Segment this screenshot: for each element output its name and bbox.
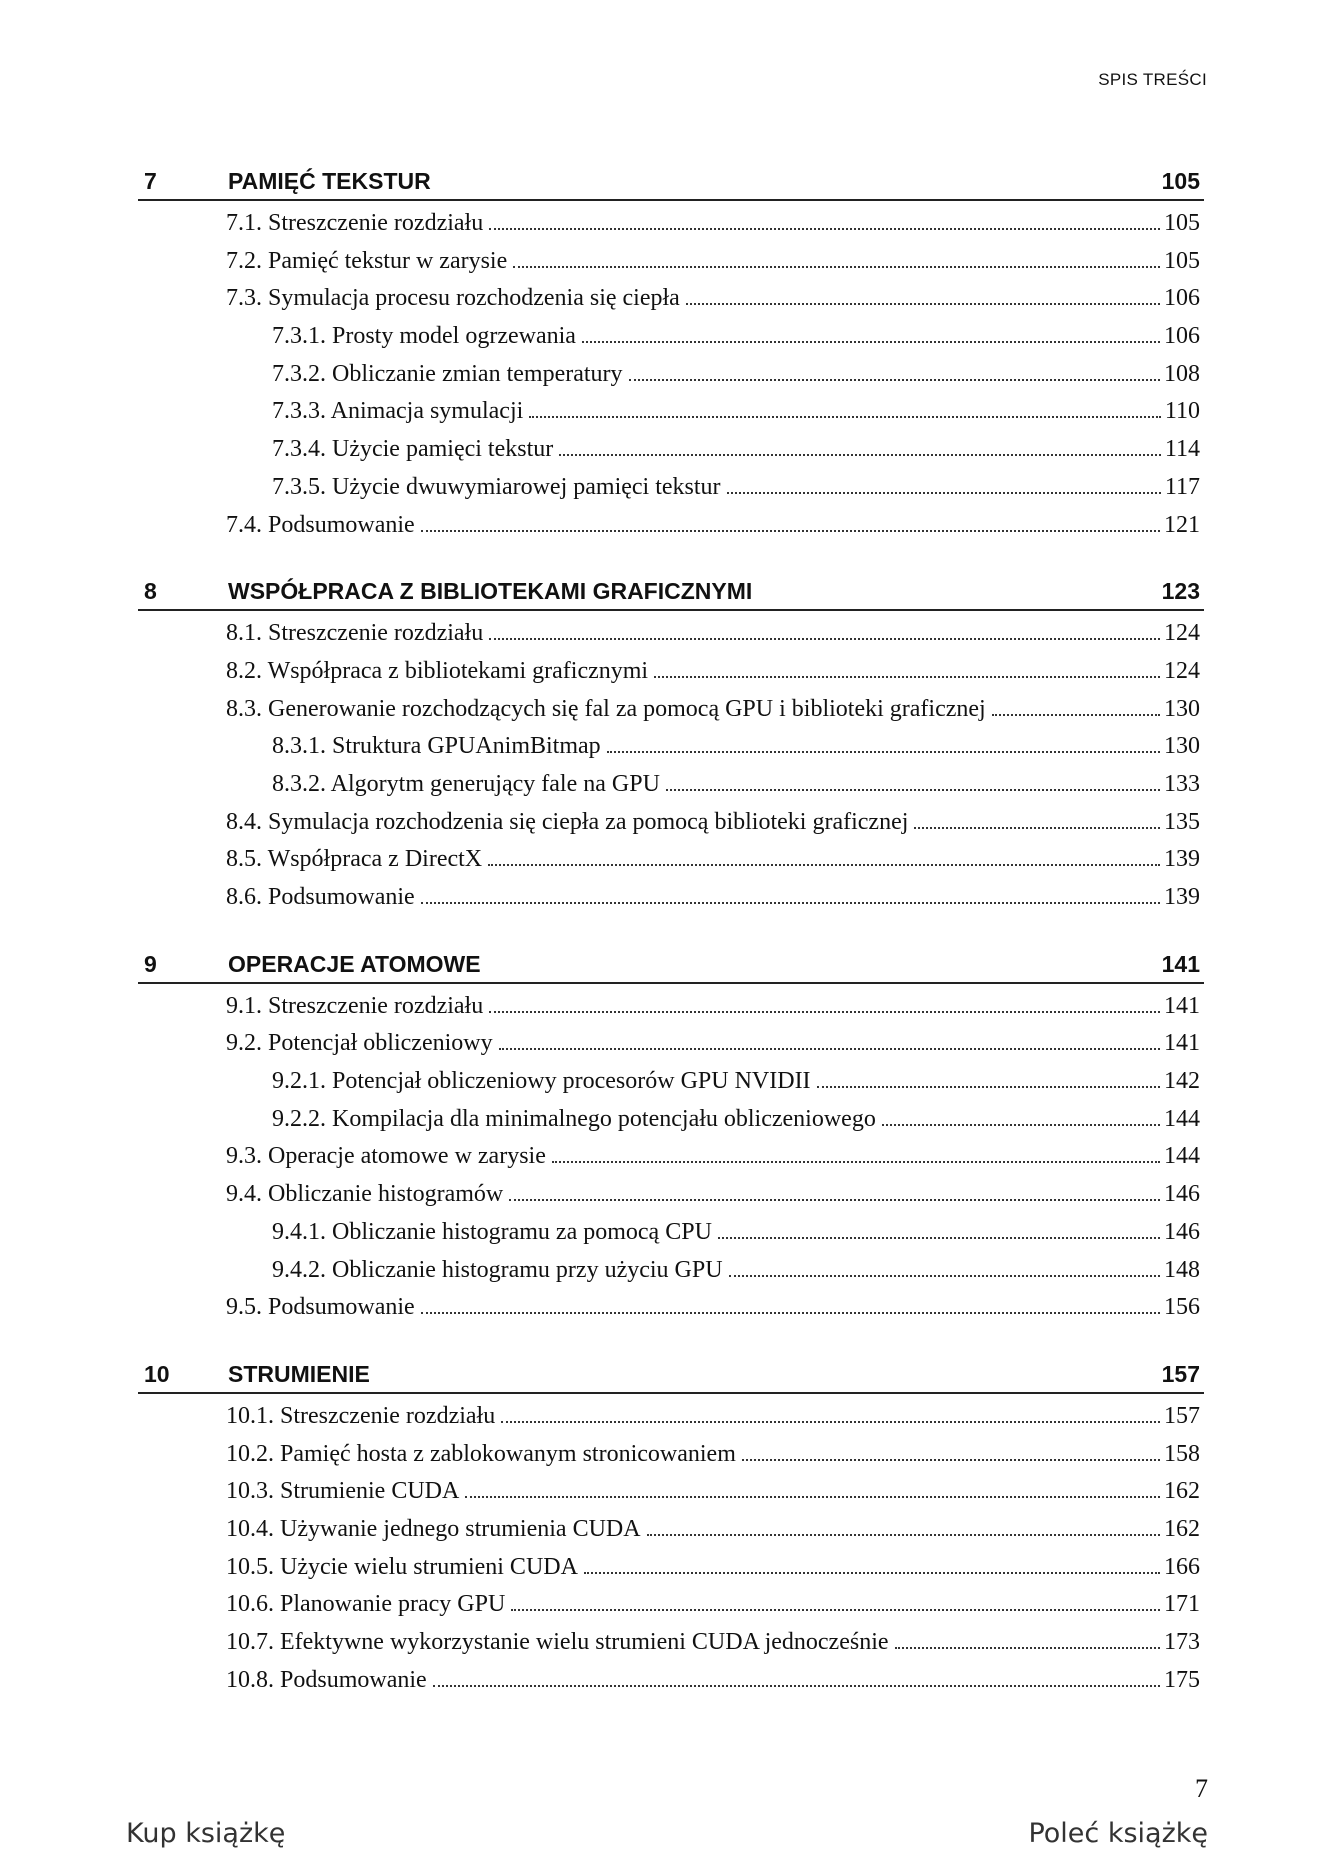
entry-label: 7.3.1. Prosty model ogrzewania (272, 323, 576, 350)
dot-leader (582, 341, 1160, 343)
entry-label: 7.1. Streszczenie rozdziału (226, 210, 484, 236)
toc-entry[interactable] (226, 507, 1204, 545)
entry-page-number: 105 (1164, 247, 1200, 274)
entry-label: 8.6. Podsumowanie (226, 884, 415, 910)
dot-leader (529, 416, 1161, 418)
entry-page-number: 157 (1164, 1402, 1200, 1429)
entry-page-number: 171 (1164, 1591, 1200, 1618)
dot-leader (501, 1421, 1160, 1423)
entry-page-number: 133 (1164, 770, 1200, 797)
dot-leader (629, 379, 1160, 381)
entry-label: 7.3.2. Obliczanie zmian temperatury (272, 360, 623, 387)
chapter-heading[interactable] (138, 562, 1204, 611)
chapter-number: 8 (144, 578, 157, 605)
entry-label: 9.2.1. Potencjał obliczeniowy procesorów GPU NVIDII (272, 1068, 811, 1095)
toc-entry[interactable] (226, 691, 1204, 729)
entry-page-number: 144 (1164, 1143, 1200, 1170)
toc-entry[interactable] (226, 1511, 1204, 1549)
toc-entry[interactable] (226, 1586, 1204, 1624)
entry-label: 10.5. Użycie wielu strumieni CUDA (226, 1553, 578, 1580)
entry-page-number: 156 (1164, 1294, 1200, 1321)
toc-entry[interactable] (226, 1473, 1204, 1511)
running-head: SPIS TREŚCI (1098, 70, 1207, 89)
toc-entry[interactable] (226, 615, 1204, 653)
entry-page-number: 130 (1164, 695, 1200, 722)
toc-subentry[interactable] (272, 1063, 1204, 1101)
toc-entry[interactable] (226, 1176, 1204, 1214)
entry-label: 8.4. Symulacja rozchodzenia się ciepła za pomocą biblioteki graficznej (226, 808, 909, 835)
entry-page-number: 114 (1164, 436, 1200, 463)
toc-subentry[interactable] (272, 728, 1204, 766)
dot-leader (654, 676, 1160, 678)
chapter-page-number: 123 (1161, 578, 1200, 605)
dot-leader (584, 1572, 1160, 1574)
dot-leader (718, 1237, 1160, 1239)
dot-leader (727, 492, 1161, 494)
toc-entry[interactable] (226, 1138, 1204, 1176)
entry-label: 8.1. Streszczenie rozdziału (226, 620, 484, 647)
toc-entry[interactable] (226, 205, 1204, 243)
entry-list (138, 1398, 1204, 1700)
toc-subentry[interactable] (272, 1252, 1204, 1290)
entry-label: 7.3.4. Użycie pamięci tekstur (272, 436, 554, 463)
entry-label: 10.8. Podsumowanie (226, 1666, 427, 1693)
dot-leader (992, 714, 1160, 716)
dot-leader (513, 266, 1160, 268)
dot-leader (666, 789, 1160, 791)
entry-label: 9.2. Potencjał obliczeniowy (226, 1030, 493, 1057)
entry-label: 10.7. Efektywne wykorzystanie wielu strumieni CUDA jednocześnie (226, 1629, 889, 1655)
entry-list (138, 988, 1204, 1327)
dot-leader (421, 530, 1160, 532)
entry-page-number: 146 (1164, 1218, 1200, 1245)
toc-entry[interactable] (226, 1025, 1204, 1063)
entry-label: 9.1. Streszczenie rozdziału (226, 992, 484, 1019)
toc-entry[interactable] (226, 653, 1204, 691)
dot-leader (729, 1275, 1160, 1277)
entry-page-number: 141 (1164, 1030, 1200, 1057)
entry-page-number: 106 (1164, 285, 1200, 312)
recommend-book-link[interactable]: Poleć książkę (1028, 1818, 1208, 1849)
entry-label: 10.1. Streszczenie rozdziału (226, 1402, 496, 1429)
entry-label: 8.5. Współpraca z DirectX (226, 846, 483, 873)
table-of-contents (138, 152, 1204, 1717)
toc-entry[interactable] (226, 879, 1204, 917)
chapter-title: WSPÓŁPRACA Z BIBLIOTEKAMI GRAFICZNYMI (228, 578, 753, 605)
dot-leader (552, 1161, 1160, 1163)
toc-entry[interactable] (226, 804, 1204, 842)
entry-page-number: 108 (1164, 360, 1200, 387)
entry-page-number: 130 (1164, 733, 1200, 760)
entry-label: 7.3.5. Użycie dwuwymiarowej pamięci tekstur (272, 473, 721, 500)
entry-list (138, 205, 1204, 544)
entry-page-number: 105 (1164, 210, 1200, 236)
dot-leader (509, 1199, 1160, 1201)
dot-leader (686, 303, 1160, 305)
entry-page-number: 173 (1164, 1629, 1200, 1655)
entry-label: 7.3. Symulacja procesu rozchodzenia się ciepła (226, 285, 680, 312)
dot-leader (421, 902, 1160, 904)
toc-entry[interactable] (226, 1289, 1204, 1327)
entry-page-number: 162 (1164, 1478, 1200, 1505)
dot-leader (817, 1086, 1160, 1088)
buy-book-link[interactable]: Kup książkę (126, 1818, 286, 1849)
entry-page-number: 146 (1164, 1181, 1200, 1208)
dot-leader (895, 1647, 1160, 1649)
entry-page-number: 139 (1164, 884, 1200, 910)
toc-entry[interactable] (226, 1436, 1204, 1474)
dot-leader (421, 1312, 1160, 1314)
entry-page-number: 158 (1164, 1440, 1200, 1467)
entry-page-number: 162 (1164, 1515, 1200, 1542)
entry-page-number: 166 (1164, 1553, 1200, 1580)
chapter-page-number: 157 (1161, 1360, 1200, 1387)
toc-entry[interactable] (226, 243, 1204, 281)
chapter-title: OPERACJE ATOMOWE (228, 950, 481, 977)
chapter-number: 10 (144, 1360, 170, 1387)
toc-entry[interactable] (226, 1624, 1204, 1662)
chapter-number: 9 (144, 950, 157, 977)
page-number: 7 (1195, 1774, 1208, 1803)
entry-label: 8.3.1. Struktura GPUAnimBitmap (272, 733, 601, 760)
dot-leader (882, 1124, 1160, 1126)
entry-page-number: 106 (1164, 323, 1200, 350)
entry-label: 8.2. Współpraca z bibliotekami graficznymi (226, 657, 649, 684)
toc-subentry[interactable] (272, 1214, 1204, 1252)
toc-entry[interactable] (226, 841, 1204, 879)
dot-leader (489, 638, 1160, 640)
entry-label: 9.5. Podsumowanie (226, 1294, 415, 1321)
dot-leader (511, 1609, 1160, 1611)
entry-label: 7.3.3. Animacja symulacji (272, 398, 524, 425)
entry-page-number: 124 (1164, 620, 1200, 647)
entry-page-number: 124 (1164, 657, 1200, 684)
toc-subentry[interactable] (272, 318, 1204, 356)
chapter-section (138, 562, 1204, 917)
toc-entry[interactable] (226, 1398, 1204, 1436)
toc-entry[interactable] (226, 1549, 1204, 1587)
dot-leader (488, 864, 1160, 866)
chapter-title: STRUMIENIE (228, 1360, 370, 1387)
chapter-heading[interactable] (138, 152, 1204, 201)
entry-label: 9.2.2. Kompilacja dla minimalnego potencjału obliczeniowego (272, 1105, 876, 1132)
entry-page-number: 117 (1164, 473, 1200, 500)
entry-label: 10.2. Pamięć hosta z zablokowanym stronicowaniem (226, 1440, 736, 1467)
dot-leader (489, 228, 1160, 230)
entry-label: 10.6. Planowanie pracy GPU (226, 1591, 506, 1618)
entry-label: 9.4.1. Obliczanie histogramu za pomocą CPU (272, 1218, 712, 1245)
entry-page-number: 142 (1164, 1068, 1200, 1095)
toc-entry[interactable] (226, 280, 1204, 318)
toc-subentry[interactable] (272, 356, 1204, 394)
chapter-title: PAMIĘĆ TEKSTUR (228, 168, 431, 194)
entry-label: 7.2. Pamięć tekstur w zarysie (226, 247, 508, 274)
chapter-number: 7 (144, 168, 157, 194)
chapter-section (138, 1345, 1204, 1700)
toc-subentry[interactable] (272, 766, 1204, 804)
toc-entry[interactable] (226, 1662, 1204, 1700)
entry-label: 10.4. Używanie jednego strumienia CUDA (226, 1515, 641, 1542)
toc-subentry[interactable] (272, 1101, 1204, 1139)
entry-label: 8.3. Generowanie rozchodzących się fal za pomocą GPU i biblioteki graficznej (226, 695, 986, 722)
chapter-page-number: 141 (1161, 950, 1200, 977)
entry-page-number: 175 (1164, 1666, 1200, 1693)
dot-leader (742, 1459, 1160, 1461)
entry-page-number: 121 (1164, 511, 1200, 538)
entry-label: 9.3. Operacje atomowe w zarysie (226, 1143, 546, 1170)
dot-leader (465, 1496, 1160, 1498)
toc-subentry[interactable] (272, 431, 1204, 469)
entry-label: 9.4.2. Obliczanie histogramu przy użyciu GPU (272, 1256, 723, 1283)
entry-label: 10.3. Strumienie CUDA (226, 1478, 460, 1505)
chapter-section (138, 935, 1204, 1327)
dot-leader (489, 1011, 1160, 1013)
toc-subentry[interactable] (272, 393, 1204, 431)
entry-label: 7.4. Podsumowanie (226, 511, 415, 538)
dot-leader (647, 1534, 1160, 1536)
dot-leader (499, 1048, 1160, 1050)
dot-leader (607, 751, 1160, 753)
chapter-page-number: 105 (1161, 168, 1200, 194)
entry-list (138, 615, 1204, 917)
entry-page-number: 141 (1164, 992, 1200, 1019)
entry-page-number: 139 (1164, 846, 1200, 873)
entry-label: 8.3.2. Algorytm generujący fale na GPU (272, 770, 660, 797)
entry-page-number: 110 (1164, 398, 1200, 425)
entry-page-number: 144 (1164, 1105, 1200, 1132)
chapter-heading[interactable] (138, 1345, 1204, 1394)
chapter-section (138, 152, 1204, 544)
dot-leader (433, 1685, 1160, 1687)
entry-page-number: 135 (1164, 808, 1200, 835)
dot-leader (559, 454, 1161, 456)
entry-label: 9.4. Obliczanie histogramów (226, 1181, 504, 1208)
chapter-heading[interactable] (138, 935, 1204, 984)
toc-entry[interactable] (226, 988, 1204, 1026)
dot-leader (914, 827, 1160, 829)
entry-page-number: 148 (1164, 1256, 1200, 1283)
toc-subentry[interactable] (272, 469, 1204, 507)
